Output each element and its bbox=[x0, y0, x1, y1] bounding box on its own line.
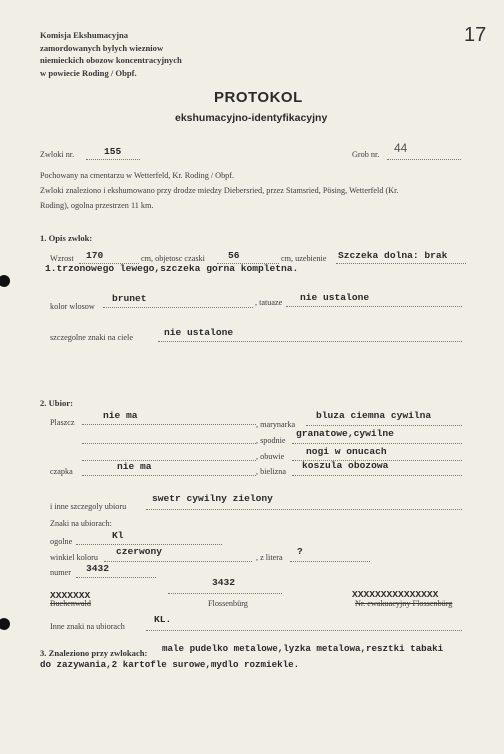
winkiel-label: winkiel koloru bbox=[50, 553, 98, 562]
czapka-value: nie ma bbox=[117, 461, 152, 472]
nr-ewakuacyjny-xmark: XXXXXXXXXXXXXXX bbox=[352, 589, 439, 600]
winkiel-value: czerwony bbox=[116, 546, 163, 557]
wzrost-label: Wzrost bbox=[50, 254, 74, 263]
obuwie-value: nogi w onucach bbox=[306, 446, 387, 457]
tatuaze-label: , tatuaze bbox=[255, 298, 283, 307]
zwloki-line bbox=[86, 159, 140, 160]
flossenburg-line bbox=[168, 593, 282, 594]
inne-znaki-value: KL. bbox=[154, 614, 172, 625]
znaki-cialo-value: nie ustalone bbox=[164, 327, 234, 338]
obuwie-blank-line bbox=[82, 460, 256, 461]
czapka-label: czapka bbox=[50, 467, 73, 476]
inne-znaki-label: Inne znaki na ubiorach bbox=[50, 622, 125, 631]
plaszcz-label: Plaszcz bbox=[50, 418, 75, 427]
bielizna-value: koszula obozowa bbox=[302, 460, 389, 471]
grob-value: 44 bbox=[394, 141, 408, 155]
ogolne-value: Kl bbox=[112, 530, 124, 541]
uzebienie-line bbox=[336, 263, 466, 264]
inne-szczegoly-line bbox=[146, 509, 462, 510]
plaszcz-value: nie ma bbox=[103, 410, 138, 421]
nr-ewakuacyjny-label: Nr. ewakuacyjny Flossenbürg bbox=[355, 599, 453, 608]
litera-label: , z litera bbox=[256, 553, 283, 562]
spodnie-line bbox=[292, 443, 462, 444]
bielizna-label: , bielizna bbox=[256, 467, 287, 476]
kolor-value: brunet bbox=[112, 293, 147, 304]
ogolne-line bbox=[76, 544, 222, 545]
marynarka-line bbox=[306, 425, 462, 426]
flossenburg-label: Flossenbürg bbox=[208, 599, 248, 608]
punch-hole-bottom bbox=[0, 618, 10, 630]
czapka-line bbox=[82, 475, 256, 476]
uzebienie-cont-value: 1.trzonowego lewego,szczeka gorna kompletna. bbox=[45, 263, 299, 274]
punch-hole-top bbox=[0, 275, 10, 287]
section-opis-heading: 1. Opis zwlok: bbox=[40, 233, 93, 243]
org-line: zamordowanych bylych wiezniow bbox=[40, 42, 164, 53]
spodnie-label: , spodnie bbox=[256, 436, 286, 445]
plaszcz-line bbox=[82, 424, 256, 425]
litera-line bbox=[290, 561, 370, 562]
org-line: niemieckich obozow koncentracyjnych bbox=[40, 55, 182, 65]
exhumation-place: Zwloki znaleziono i ekshumowano przy drodze miedzy Diebersried, przez Stamsried, Pösing, Wetterfeld (Kr. bbox=[40, 186, 399, 195]
tatuaze-value: nie ustalone bbox=[300, 292, 370, 303]
kolor-label: kolor wlosow bbox=[50, 302, 95, 311]
zwloki-value: 155 bbox=[104, 146, 122, 157]
grob-label: Grob nr. bbox=[352, 150, 380, 159]
page-number: 17 bbox=[464, 24, 487, 46]
uzebienie-value: Szczeka dolna: brak bbox=[338, 250, 448, 261]
znaleziono-value: male pudelko metalowe,lyzka metalowa,resztki tabaki bbox=[162, 643, 444, 654]
buchenwald-label: Buchenwald bbox=[50, 599, 91, 608]
ogolne-label: ogolne bbox=[50, 537, 73, 546]
znaki-ubior-heading: Znaki na ubiorach: bbox=[50, 519, 112, 528]
znaki-cialo-label: szczegolne znaki na ciele bbox=[50, 333, 133, 342]
org-line: Komisja Ekshumacyjna bbox=[40, 30, 129, 40]
grob-line bbox=[387, 159, 461, 160]
document-title: PROTOKOL bbox=[214, 89, 303, 106]
document-subtitle: ekshumacyjno-identyfikacyjny bbox=[175, 112, 328, 124]
znaki-cialo-line bbox=[158, 341, 462, 342]
bielizna-line bbox=[292, 475, 462, 476]
numer-line bbox=[76, 577, 156, 578]
winkiel-line bbox=[104, 561, 252, 562]
org-line: w powiecie Roding / Obpf. bbox=[40, 67, 137, 78]
zwloki-label: Zwloki nr. bbox=[40, 150, 75, 159]
obuwie-label: , obuwie bbox=[256, 452, 285, 461]
numer-label: numer bbox=[50, 568, 71, 577]
marynarka-value: bluza ciemna cywilna bbox=[316, 410, 432, 421]
litera-value: ? bbox=[297, 546, 303, 557]
czaska-value: 56 bbox=[228, 250, 240, 261]
burial-place: Pochowany na cmentarzu w Wetterfeld, Kr. Roding / Obpf. bbox=[40, 171, 235, 180]
czaska-label: cm, objetosc czaski bbox=[141, 254, 205, 263]
numer-above-value: 3432 bbox=[212, 577, 236, 588]
org-header bbox=[40, 29, 182, 79]
uzebienie-label: cm, uzebienie bbox=[281, 254, 327, 263]
section-ubior-heading: 2. Ubior: bbox=[40, 398, 73, 408]
marynarka-label: , marynarka bbox=[256, 420, 296, 429]
section-znaleziono-heading: 3. Znaleziono przy zwlokach: bbox=[40, 648, 148, 658]
exhumation-place-cont: Roding), ogolna przestrzen 11 km. bbox=[40, 201, 154, 210]
znaleziono-value-cont: do zazywania,2 kartofle surowe,mydlo rozmiekle. bbox=[40, 659, 300, 670]
wzrost-value: 170 bbox=[86, 250, 104, 261]
kolor-line bbox=[103, 307, 253, 308]
inne-znaki-line bbox=[146, 630, 462, 631]
inne-szczegoly-label: i inne szczegoly ubioru bbox=[50, 502, 127, 511]
inne-szczegoly-value: swetr cywilny zielony bbox=[152, 493, 273, 504]
tatuaze-line bbox=[286, 306, 462, 307]
spodnie-blank-line bbox=[82, 443, 256, 444]
buchenwald-xmark: XXXXXXX bbox=[50, 590, 91, 601]
spodnie-value: granatowe,cywilne bbox=[296, 428, 394, 439]
numer-value: 3432 bbox=[86, 563, 110, 574]
